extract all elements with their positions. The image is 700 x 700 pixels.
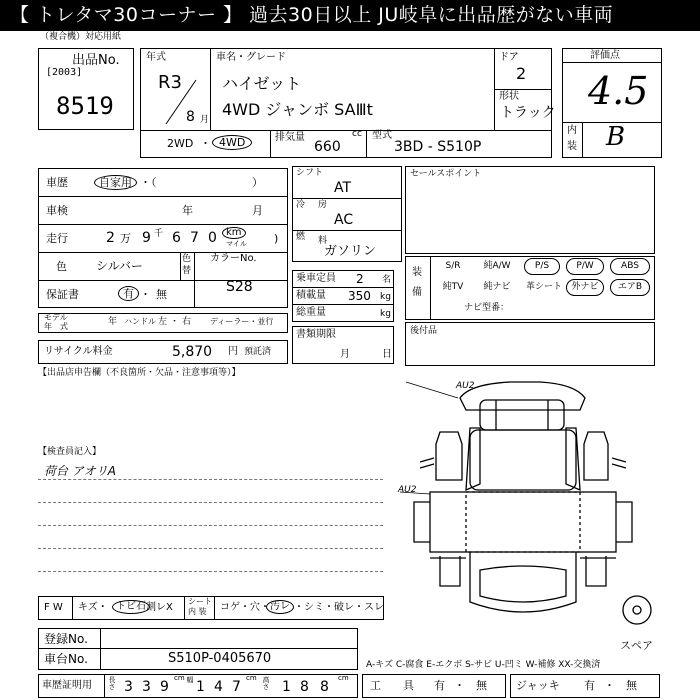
cert-height-cm: cm	[338, 674, 349, 682]
gross-unit: kg	[380, 309, 391, 319]
mileage-digit-3: 7	[190, 230, 199, 246]
aftermarket-label: 後付品	[410, 326, 438, 336]
seat-label-1: シート	[188, 597, 212, 606]
color-code-label: カラーNo.	[210, 253, 257, 264]
inspection-month: 月	[252, 204, 263, 217]
cooling-label-1: 冷	[296, 200, 306, 210]
history-close: ）	[252, 176, 263, 189]
capacity-label: 乗車定員	[296, 273, 336, 284]
doors-value: 2	[516, 64, 527, 83]
color-value: シルバー	[96, 259, 143, 273]
jack-no: 無	[626, 679, 637, 692]
equip-sr: S/R	[445, 261, 461, 271]
fuel-value: ガソリン	[324, 244, 377, 259]
cert-width-label: 幅	[186, 676, 194, 683]
warranty-no: 無	[156, 288, 167, 301]
model-row-year: 年	[108, 317, 118, 327]
year-era: R3	[158, 72, 182, 93]
body-shape-value: トラック	[500, 105, 556, 121]
fw-label: F W	[44, 602, 63, 613]
cert-width-d3: 7	[232, 679, 241, 695]
model-code-value: 3BD - S510P	[394, 139, 482, 155]
aftermarket-box	[405, 322, 655, 366]
equip-ps: P/S	[524, 258, 560, 275]
displacement-label: 排気量	[275, 132, 305, 143]
model-row-label-1: モデル	[44, 313, 68, 322]
cert-len-cm: cm	[174, 674, 185, 682]
cert-width-d1: 1	[196, 679, 205, 695]
sales-point-label: セールスポイント	[410, 169, 482, 179]
model-row-dot: ・	[170, 317, 180, 327]
equipment-label-2: 備	[412, 287, 422, 298]
color-change-1: 色	[182, 254, 192, 264]
banner-title: 【 トレタマ30コーナー 】 過去30日以上 JU岐阜に出品歴がない車両	[0, 0, 700, 31]
equip-ext-navi: 外ナビ	[566, 279, 604, 296]
year-month-unit: 月	[200, 115, 210, 125]
inspector-note: 荷台 アオリA	[44, 464, 116, 478]
sales-point-box	[405, 166, 655, 254]
gross-label: 総重量	[296, 307, 326, 318]
tools-yes: 有	[434, 679, 445, 692]
fuel-label-2: 料	[318, 236, 328, 246]
history-label: 車歴	[46, 176, 68, 189]
drive-2wd: 2WD	[167, 137, 194, 150]
drive-dot: ・	[200, 137, 211, 150]
tools-label: 工 具	[370, 679, 414, 692]
fw-circled: トビ石	[112, 600, 150, 614]
interior-label-1: 内	[567, 125, 577, 136]
form-subtitle: （複合機）対応用紙	[40, 32, 122, 42]
car-grade: 4WD ジャンボ SAⅢt	[222, 100, 373, 119]
chassis-value: S510P-0405670	[168, 651, 272, 666]
mileage-man: 2	[106, 230, 115, 246]
inspection-label: 車検	[46, 204, 68, 217]
mileage-mile: マイル	[226, 240, 247, 248]
seat-label-2: 内 装	[188, 607, 207, 616]
year-label: 年式	[146, 52, 166, 63]
lot-sub: [2003]	[46, 67, 83, 78]
model-row-left: 左	[158, 317, 168, 327]
diagram-spare: スペア	[620, 639, 653, 652]
cert-len-d2: 3	[142, 679, 151, 695]
inspector-label: 【検査員記入】	[38, 447, 102, 457]
model-row-dealer: ディーラー・並行	[210, 317, 274, 326]
diagram-mark-1: AU2	[456, 381, 475, 391]
damage-legend: A-キズ C-腐食 E-エクボ S-サビ U-凹ミ W-補修 XX-交換済	[366, 660, 601, 670]
interior-label-2: 装	[567, 141, 577, 152]
mileage-digit-2: 6	[172, 230, 181, 246]
cert-height-d3: 8	[320, 679, 329, 695]
car-name: ハイゼット	[222, 74, 302, 93]
registration-label: 登録No.	[44, 632, 88, 646]
truck-diagram	[400, 372, 690, 652]
history-value: 自家用	[94, 175, 137, 190]
model-row-label-2: 年 式	[44, 322, 68, 331]
color-code: S28	[226, 279, 253, 295]
body-shape-label: 形状	[499, 91, 519, 102]
history-rest: ・（	[140, 176, 157, 189]
fw-text-post: 割レX	[146, 602, 173, 613]
shift-value: AT	[334, 180, 352, 196]
lot-number: 8519	[56, 92, 114, 120]
chassis-label: 車台No.	[44, 652, 88, 666]
model-row-right: 右	[182, 317, 192, 327]
equipment-label-1: 装	[412, 267, 422, 278]
equip-navi: 純ナビ	[483, 282, 511, 292]
capacity-unit: 名	[382, 275, 392, 285]
warranty-sep: ・	[140, 288, 151, 301]
car-name-label: 車名・グレード	[216, 52, 286, 63]
mileage-km: km	[222, 227, 246, 239]
warranty-yes: 有	[118, 286, 139, 301]
lot-label: 出品No.	[72, 53, 120, 68]
cert-height-label: 高さ	[262, 676, 270, 690]
equipment-navi: ナビ型番：	[464, 303, 510, 313]
mileage-digit-1: 9	[142, 230, 151, 246]
equip-pw: P/W	[566, 258, 604, 275]
tools-sep: ・	[454, 679, 465, 692]
interior-value: B	[606, 122, 626, 152]
diagram-mark-2: AU2	[398, 485, 417, 495]
load-value: 350	[348, 289, 371, 303]
doc-expiry-label: 書類期限	[296, 329, 336, 340]
year-month: 8	[186, 109, 195, 125]
mileage-man-unit: 万	[120, 232, 131, 245]
equip-leather: 革シート	[525, 282, 562, 292]
fuel-label-1: 燃	[296, 232, 306, 242]
jack-label: ジャッキ	[516, 679, 560, 692]
recycle-unit: 円	[228, 346, 238, 357]
load-label: 積載量	[296, 290, 326, 301]
jack-sep: ・	[604, 679, 615, 692]
score-value: 4.5	[588, 69, 649, 113]
tools-no: 無	[476, 679, 487, 692]
displacement-unit: cc	[352, 129, 362, 139]
fw-text-pre: キズ・	[78, 602, 108, 613]
seat-text-post: ・シミ・破レ・スレ	[294, 602, 384, 613]
model-row-handle: ハンドル	[124, 317, 156, 326]
warranty-label: 保証書	[46, 288, 79, 301]
equip-abs: ABS	[610, 258, 650, 275]
score-label: 評価点	[590, 50, 620, 61]
cert-len-label: 長さ	[108, 676, 116, 690]
model-code-label: 型式	[372, 130, 392, 141]
mileage-sen-unit: 千	[154, 229, 164, 239]
cert-width-d2: 4	[214, 679, 223, 695]
recycle-note: 預託済	[244, 347, 272, 357]
doc-expiry-month: 月	[340, 349, 350, 360]
mileage-digit-4: 0	[208, 230, 217, 246]
recycle-value: 5,870	[172, 344, 213, 360]
equip-tv: 純TV	[442, 282, 464, 292]
cert-height-d1: 1	[282, 679, 291, 695]
capacity-value: 2	[356, 272, 364, 286]
mileage-close: )	[274, 232, 279, 245]
inspection-year: 年	[182, 204, 193, 217]
cert-len-d1: 3	[124, 679, 133, 695]
displacement-value: 660	[314, 139, 341, 155]
cooling-label-2: 房	[318, 200, 328, 210]
color-label: 色	[56, 260, 67, 273]
doors-label: ドア	[499, 52, 519, 63]
cert-len-d3: 9	[160, 679, 169, 695]
doc-expiry-day: 日	[382, 349, 392, 360]
shift-label: シフト	[296, 168, 324, 178]
load-unit: kg	[380, 292, 391, 302]
equip-alloy-wheels: 純A/W	[483, 261, 511, 271]
defects-label: 【出品店申告欄（不良箇所・欠品・注意事項等）】	[38, 368, 241, 378]
jack-yes: 有	[584, 679, 595, 692]
seat-text-pre: コゲ・穴・	[220, 602, 270, 613]
cooling-value: AC	[334, 212, 354, 228]
cert-label: 車歴証明用	[42, 680, 92, 691]
recycle-label: リサイクル料金	[44, 346, 113, 357]
cert-height-d2: 8	[300, 679, 309, 695]
cert-width-cm: cm	[246, 674, 257, 682]
equip-airbag: エアB	[610, 279, 650, 296]
color-change-2: 替	[182, 266, 192, 276]
seat-circled: 汚レ	[266, 600, 294, 614]
drive-4wd: 4WD	[212, 135, 252, 150]
mileage-label: 走行	[46, 232, 68, 245]
